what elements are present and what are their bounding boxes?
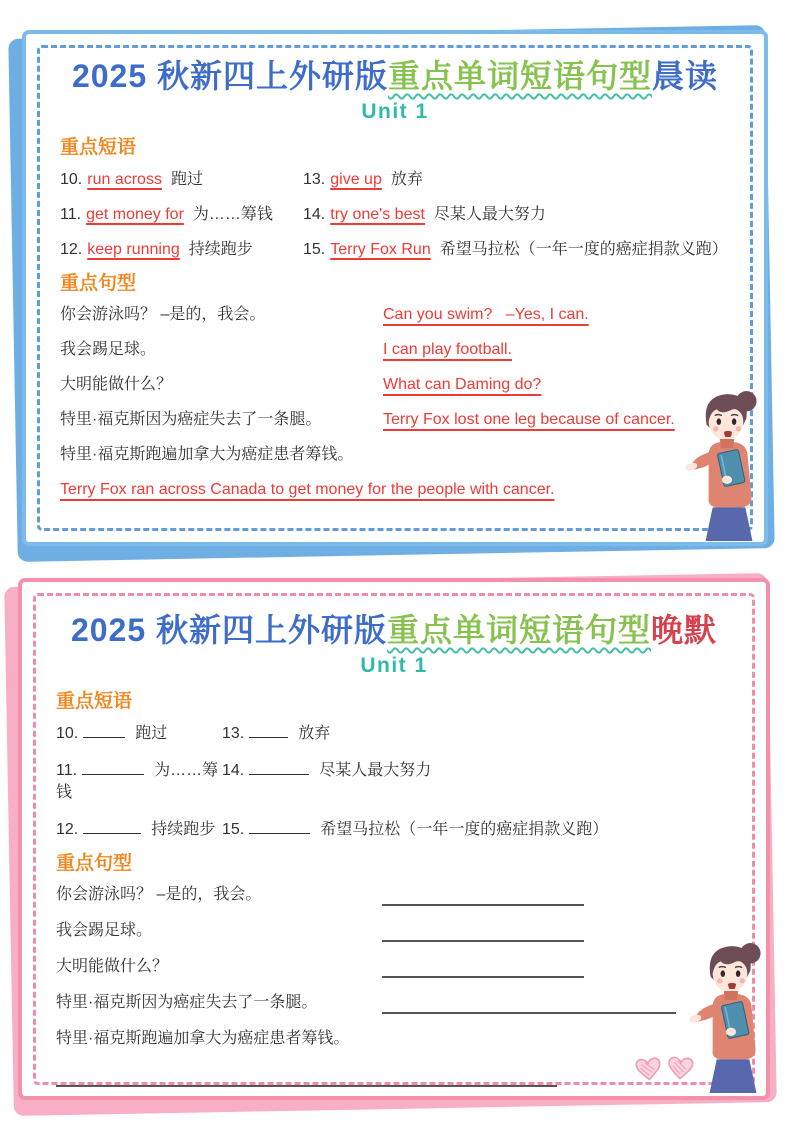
- unit-label: Unit 1: [361, 100, 429, 123]
- page-title: [56, 608, 732, 652]
- answer-line: [382, 996, 676, 1014]
- sentences-header: 重点句型: [60, 273, 137, 294]
- card-surface: [22, 30, 768, 546]
- fill-in-blank: [249, 723, 288, 738]
- sentence-english: Terry Fox ran across Canada to get money for the people with cancer.: [60, 481, 555, 498]
- phrase-english: get money for: [86, 206, 184, 223]
- sentence-english: I can play football.: [383, 341, 512, 358]
- phrase-number: 11.: [60, 206, 82, 223]
- sentence-row: [56, 992, 732, 1014]
- phrase-number: 10.: [56, 725, 79, 742]
- fill-in-blank: [83, 723, 125, 738]
- answer-line: [382, 960, 584, 978]
- page-title: [60, 54, 730, 98]
- sentence-chinese: 特里·福克斯因为癌症失去了一条腿。: [56, 994, 318, 1011]
- phrase-item: [303, 239, 730, 261]
- phrase-english: Terry Fox Run: [330, 241, 431, 258]
- sentence-list: [60, 304, 730, 501]
- fill-in-blank: [83, 819, 141, 834]
- phrase-item: [56, 760, 222, 804]
- phrase-number: 14.: [222, 762, 245, 779]
- phrase-chinese: 为……筹钱: [192, 206, 273, 223]
- sentence-chinese: 特里·福克斯跑遍加拿大为癌症患者筹钱。: [56, 1030, 350, 1047]
- sentence-chinese: 大明能做什么？: [60, 376, 173, 393]
- sentence-row: [56, 1028, 732, 1050]
- fill-in-blank: [249, 760, 309, 775]
- morning-card: [22, 30, 768, 546]
- phrases-header: 重点短语: [56, 691, 133, 712]
- sentence-english: Terry Fox lost one leg because of cancer.: [383, 411, 675, 428]
- phrase-chinese: 跑过: [135, 725, 168, 742]
- sentence-chinese: 你会游泳吗？ –是的，我会。: [60, 306, 266, 323]
- phrase-item: [222, 723, 732, 745]
- phrase-number: 15.: [222, 821, 245, 838]
- sentence-chinese: 特里·福克斯因为癌症失去了一条腿。: [60, 411, 322, 428]
- phrase-list: [56, 723, 732, 841]
- phrases-header: 重点短语: [60, 137, 137, 158]
- phrase-number: 13.: [222, 725, 245, 742]
- sentence-english: What can Daming do?: [383, 376, 542, 393]
- fill-in-blank: [82, 760, 144, 775]
- sentence-row: [56, 956, 732, 978]
- phrase-english: run across: [87, 171, 162, 188]
- phrase-item: [56, 723, 222, 745]
- phrase-chinese: 跑过: [170, 171, 203, 188]
- phrase-number: 11.: [56, 762, 78, 779]
- phrase-item: [60, 239, 303, 261]
- title-highlight: 重点单词短语句型: [388, 58, 653, 94]
- answer-line: [382, 888, 584, 906]
- phrase-chinese: 放弃: [298, 725, 331, 742]
- phrase-item: [56, 819, 222, 841]
- phrase-chinese: 希望马拉松（一年一度的癌症捐款义跑）: [320, 821, 609, 838]
- phrase-item: [60, 169, 303, 191]
- teacher-illustration: [686, 940, 778, 1093]
- title-prefix: 2025 秋新四上外研版: [70, 612, 388, 648]
- sentence-english: Can you swim? –Yes, I can.: [383, 306, 589, 323]
- phrase-item: [303, 204, 730, 226]
- phrase-chinese: 希望马拉松（一年一度的癌症捐款义跑）: [439, 241, 728, 258]
- sentence-list: [56, 884, 732, 1087]
- sentences-header: 重点句型: [56, 853, 133, 874]
- phrase-english: keep running: [87, 241, 180, 258]
- fill-in-blank: [249, 819, 310, 834]
- answer-line-long: [56, 1069, 557, 1087]
- unit-label: Unit 1: [360, 654, 428, 677]
- heart-icon: [634, 1056, 663, 1084]
- phrase-chinese: 放弃: [390, 171, 423, 188]
- teacher-illustration: [682, 388, 774, 541]
- title-suffix: 晚默: [651, 612, 718, 648]
- sentence-chinese: 你会游泳吗？ –是的，我会。: [56, 886, 262, 903]
- phrase-item: [303, 169, 730, 191]
- phrase-number: 13.: [303, 171, 326, 188]
- phrase-chinese: 尽某人最大努力: [319, 762, 432, 779]
- title-suffix: 晨读: [652, 58, 719, 94]
- sentence-row: [60, 304, 730, 326]
- sentence-row: [60, 479, 730, 501]
- sentence-row: [56, 920, 732, 942]
- phrase-chinese: 为……筹钱: [56, 762, 219, 801]
- phrase-english: give up: [330, 171, 382, 188]
- phrase-number: 15.: [303, 241, 326, 258]
- card-surface: [18, 578, 770, 1100]
- phrase-item: [60, 204, 303, 226]
- phrase-number: 14.: [303, 206, 326, 223]
- phrase-chinese: 持续跑步: [151, 821, 216, 838]
- sentence-row: [60, 409, 730, 431]
- phrase-item: [222, 760, 732, 804]
- phrase-chinese: 持续跑步: [188, 241, 253, 258]
- answer-line: [382, 924, 584, 942]
- sentence-row: [60, 339, 730, 361]
- phrase-item: [222, 819, 732, 841]
- phrase-number: 10.: [60, 171, 83, 188]
- phrase-english: try one's best: [330, 206, 425, 223]
- sentence-chinese: 我会踢足球。: [56, 922, 153, 939]
- title-highlight: 重点单词短语句型: [387, 612, 652, 648]
- phrase-number: 12.: [56, 821, 79, 838]
- phrase-number: 12.: [60, 241, 83, 258]
- sentence-row: [60, 444, 730, 466]
- evening-card: [18, 578, 770, 1100]
- sentence-chinese: 我会踢足球。: [60, 341, 157, 358]
- phrase-list: [60, 169, 730, 261]
- phrase-chinese: 尽某人最大努力: [433, 206, 546, 223]
- sentence-chinese: 大明能做什么？: [56, 958, 169, 975]
- sentence-row: [60, 374, 730, 396]
- sentence-chinese: 特里·福克斯跑遍加拿大为癌症患者筹钱。: [60, 446, 354, 463]
- sentence-row: [56, 884, 732, 906]
- title-prefix: 2025 秋新四上外研版: [71, 58, 389, 94]
